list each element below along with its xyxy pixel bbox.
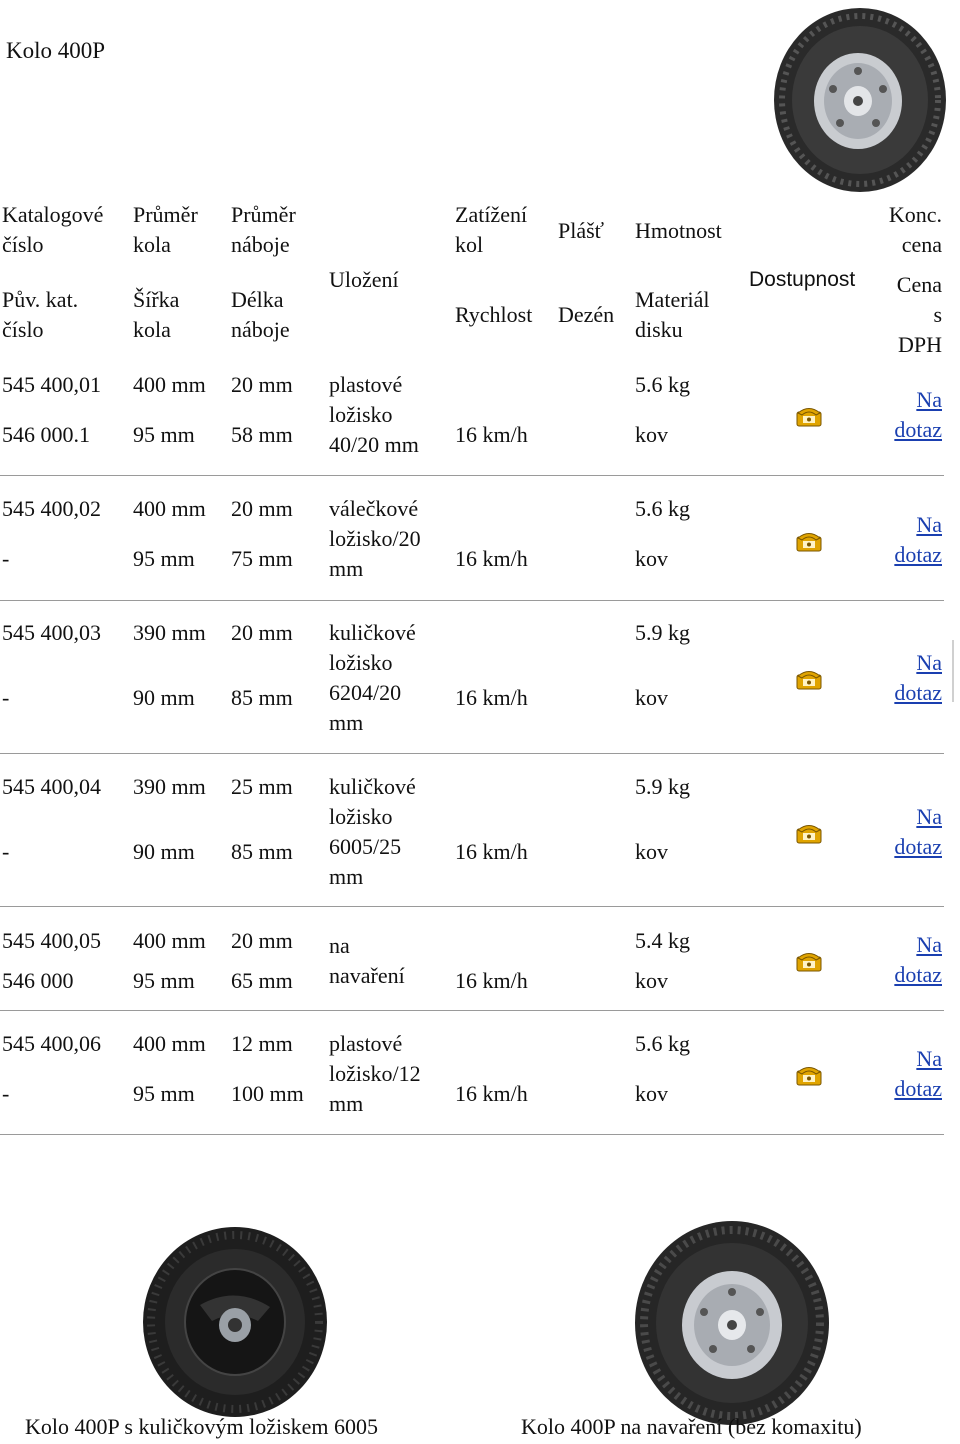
speed: 16 km/h xyxy=(455,1081,528,1106)
bearing: na navaření xyxy=(329,933,405,988)
price-inquiry-link[interactable]: Na dotaz xyxy=(894,1046,942,1101)
bearing: plastové ložisko/12 mm xyxy=(329,1031,421,1116)
wheel-width: 95 mm xyxy=(133,422,195,447)
phone-icon[interactable] xyxy=(796,822,822,844)
wheel-diameter: 400 mm xyxy=(133,928,206,953)
header-zatizeni-kol: Zatížení kol xyxy=(455,202,528,257)
caption-ball-bearing: Kolo 400P s kuličkovým ložiskem 6005 xyxy=(25,1414,379,1439)
header-prumer-kola: Průměr kola xyxy=(133,202,198,257)
bearing: válečkové ložisko/20 mm xyxy=(329,496,421,581)
cat-number: 545 400,03 xyxy=(2,620,101,645)
orig-number: - xyxy=(2,685,10,710)
hub-length: 65 mm xyxy=(231,968,293,993)
header-cena-s-dph: Cena s DPH xyxy=(896,272,942,357)
row-separator xyxy=(0,475,944,476)
header-rychlost: Rychlost xyxy=(455,302,533,327)
phone-icon[interactable] xyxy=(796,950,822,972)
wheel-photo-top xyxy=(770,5,950,195)
bearing: kuličkové ložisko 6204/20 mm xyxy=(329,620,416,735)
wheel-width: 95 mm xyxy=(133,1081,195,1106)
scroll-marker xyxy=(952,640,954,702)
wheel-width: 90 mm xyxy=(133,839,195,864)
phone-icon[interactable] xyxy=(796,405,822,427)
caption-weld-on: Kolo 400P na navaření (bez komaxitu) xyxy=(521,1414,862,1439)
wheel-width: 95 mm xyxy=(133,968,195,993)
weight: 5.6 kg xyxy=(635,1031,690,1056)
hub-length: 75 mm xyxy=(231,546,293,571)
header-dostupnost: Dostupnost xyxy=(749,268,856,291)
disc-material: kov xyxy=(635,422,668,447)
wheel-diameter: 390 mm xyxy=(133,774,206,799)
price-inquiry-link[interactable]: Na dotaz xyxy=(894,650,942,705)
phone-icon[interactable] xyxy=(796,1064,822,1086)
hub-diameter: 20 mm xyxy=(231,496,293,521)
orig-number: - xyxy=(2,546,10,571)
disc-material: kov xyxy=(635,546,668,571)
wheel-width: 90 mm xyxy=(133,685,195,710)
phone-icon[interactable] xyxy=(796,668,822,690)
wheel-diameter: 390 mm xyxy=(133,620,206,645)
row-separator xyxy=(0,753,944,754)
weight: 5.6 kg xyxy=(635,496,690,521)
weight: 5.6 kg xyxy=(635,372,690,397)
speed: 16 km/h xyxy=(455,685,528,710)
header-puv-kat-cislo: Pův. kat. číslo xyxy=(2,287,79,342)
speed: 16 km/h xyxy=(455,968,528,993)
weight: 5.9 kg xyxy=(635,774,690,799)
cat-number: 545 400,06 xyxy=(2,1031,101,1056)
hub-diameter: 20 mm xyxy=(231,372,293,397)
orig-number: - xyxy=(2,1081,10,1106)
wheel-width: 95 mm xyxy=(133,546,195,571)
hub-diameter: 25 mm xyxy=(231,774,293,799)
bearing: plastové ložisko 40/20 mm xyxy=(329,372,419,457)
header-dezen: Dezén xyxy=(558,302,615,327)
disc-material: kov xyxy=(635,1081,668,1106)
speed: 16 km/h xyxy=(455,422,528,447)
hub-length: 85 mm xyxy=(231,685,293,710)
weight: 5.4 kg xyxy=(635,928,690,953)
price-inquiry-link[interactable]: Na dotaz xyxy=(894,512,942,567)
cat-number: 545 400,05 xyxy=(2,928,101,953)
hub-length: 58 mm xyxy=(231,422,293,447)
speed: 16 km/h xyxy=(455,546,528,571)
wheel-diameter: 400 mm xyxy=(133,372,206,397)
header-sirka-kola: Šířka kola xyxy=(133,287,180,342)
cat-number: 545 400,02 xyxy=(2,496,101,521)
header-plast: Plášť xyxy=(558,218,605,243)
hub-length: 100 mm xyxy=(231,1081,304,1106)
orig-number: - xyxy=(2,839,10,864)
page-title: Kolo 400P xyxy=(6,38,106,63)
cat-number: 545 400,04 xyxy=(2,774,101,799)
wheel-diameter: 400 mm xyxy=(133,496,206,521)
wheel-diameter: 400 mm xyxy=(133,1031,206,1056)
row-separator xyxy=(0,906,944,907)
header-katalogove-cislo: Katalogové číslo xyxy=(2,202,104,257)
hub-length: 85 mm xyxy=(231,839,293,864)
header-hmotnost: Hmotnost xyxy=(635,218,722,243)
cat-number: 545 400,01 xyxy=(2,372,101,397)
hub-diameter: 20 mm xyxy=(231,928,293,953)
header-konc-cena: Konc. cena xyxy=(888,202,942,257)
bearing: kuličkové ložisko 6005/25 mm xyxy=(329,774,416,889)
wheel-photo-ball-bearing xyxy=(140,1225,330,1420)
header-ulozeni: Uložení xyxy=(329,267,399,292)
disc-material: kov xyxy=(635,685,668,710)
price-inquiry-link[interactable]: Na dotaz xyxy=(894,387,942,442)
speed: 16 km/h xyxy=(455,839,528,864)
wheel-photo-weld-on xyxy=(632,1218,832,1428)
price-inquiry-link[interactable]: Na dotaz xyxy=(894,932,942,987)
price-inquiry-link[interactable]: Na dotaz xyxy=(894,804,942,859)
disc-material: kov xyxy=(635,839,668,864)
row-separator xyxy=(0,1134,944,1135)
phone-icon[interactable] xyxy=(796,530,822,552)
weight: 5.9 kg xyxy=(635,620,690,645)
header-prumer-naboje: Průměr náboje xyxy=(231,202,296,257)
header-delka-naboje: Délka náboje xyxy=(231,287,290,342)
row-separator xyxy=(0,600,944,601)
orig-number: 546 000 xyxy=(2,968,74,993)
hub-diameter: 12 mm xyxy=(231,1031,293,1056)
row-separator xyxy=(0,1010,944,1011)
hub-diameter: 20 mm xyxy=(231,620,293,645)
orig-number: 546 000.1 xyxy=(2,422,90,447)
header-material-disku: Materiál disku xyxy=(635,287,710,342)
disc-material: kov xyxy=(635,968,668,993)
